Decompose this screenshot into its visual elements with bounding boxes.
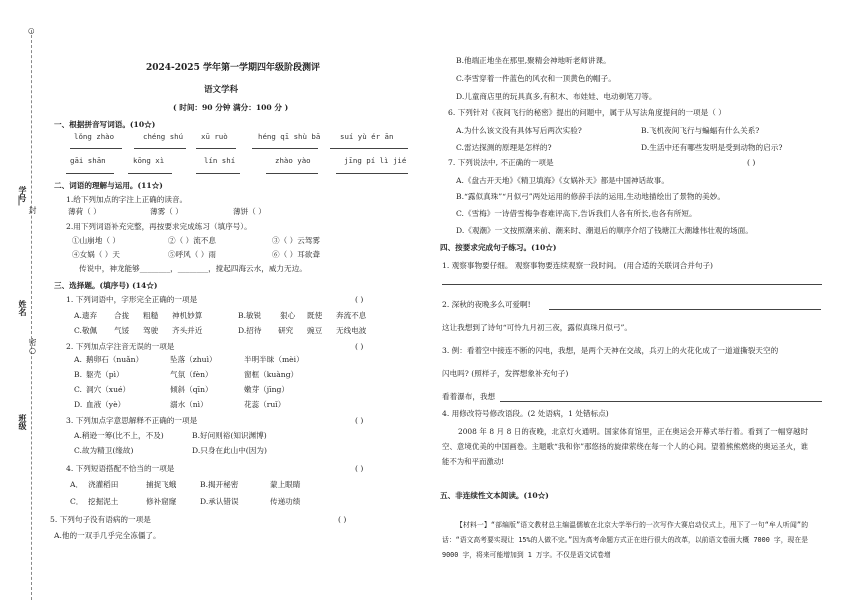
pinyin-9: zhào yào	[275, 156, 311, 165]
s3-q1: 1. 下列词语中，字形完全正确的一项是	[66, 295, 198, 304]
s3-q3-a: A.稍逊一筹(比不上，不及)	[74, 431, 164, 440]
s3-q3-paren: ( )	[355, 416, 364, 425]
s3-q4-paren: ( )	[355, 464, 364, 473]
pinyin-5: suí yù ér ān	[340, 132, 394, 141]
s3-q2-a: A.	[74, 355, 82, 364]
s3-q3: 3. 下列加点字意思解释不正确的一项是	[66, 416, 198, 425]
s3-heading: 三、选择题。(填序号) (14☆)	[54, 281, 158, 290]
r-q5-b: B.他端正地坐在那里,聚精会神地听老师讲课。	[456, 56, 611, 65]
s3-q4-c1: 挖掘泥土	[88, 497, 119, 506]
s3-q4-d2: 传递功绩	[270, 497, 301, 506]
r-q5-c: C.李雪穿着一件蓝色的风衣和一顶黄色的帽子。	[456, 74, 616, 83]
pinyin-8: lín shí	[204, 156, 236, 165]
margin-feng: 封	[28, 206, 37, 214]
s2-word4: ④女娲（ ）天	[72, 250, 120, 259]
s3-q2-c1: 洞穴（xué）	[86, 385, 131, 394]
s3-q1-d3: 豌豆	[307, 326, 323, 335]
s3-q1-c4: 齐头并近	[172, 326, 203, 335]
s2-word6: ⑥（ ）耳欲聋	[272, 250, 320, 259]
pinyin-6: gāi shān	[70, 156, 106, 165]
margin-mi: 密○	[28, 338, 37, 355]
s2-heading: 二、词语的理解与运用。(11☆)	[54, 181, 163, 190]
s3-q4-c: C．	[70, 497, 84, 506]
s4-q2: 2. 深秋的夜晚多么可爱啊!	[442, 300, 531, 309]
pinyin-7: kōng xì	[133, 156, 165, 165]
s3-q2-c: C.	[74, 385, 82, 394]
s4-q3c: 看着瀑布，我想	[442, 392, 496, 401]
s2-q2: 2.用下列词语补充完整，再按要求完成练习（填序号）。	[66, 222, 252, 231]
pinyin-2: chéng shú	[143, 132, 184, 141]
s3-q2-b3: 窗框（kuàng）	[244, 370, 299, 379]
margin-xingming: 姓名	[18, 300, 28, 316]
s3-q2-d3: 花蕊（ruǐ）	[244, 400, 286, 409]
s3-q1-d2: 研究	[278, 326, 294, 335]
s4-q2b: 这让我想到了诗句“可怜九月初三夜，露似真珠月似弓”。	[442, 323, 633, 332]
s3-q4-b1: B.揭开秘密	[200, 480, 239, 489]
margin-banji: 班级	[18, 414, 28, 430]
r-q5-d: D.儿童商店里的玩具真多,有积木、布娃娃、电动剃笔刀等。	[456, 92, 657, 101]
margin-dot: ○	[28, 26, 35, 35]
s2-sentence: 传说中，神龙能够________，________，搅起四海云水，威力无边。	[79, 264, 307, 273]
s3-q2-d2: 溺水（nì）	[170, 400, 208, 409]
s3-q2-a3: 半明半昧（mèi）	[244, 355, 304, 364]
binding-line	[31, 30, 32, 600]
s2-word2: ②（ ）流不息	[168, 236, 216, 245]
s2-word1: ①山崩地（ ）	[72, 236, 120, 245]
s3-q1-d1: D.招待	[238, 326, 262, 335]
r-q6-b: B.飞机夜间飞行与蝙蝠有什么关系?	[641, 126, 760, 135]
pinyin-3: xū ruò	[201, 132, 228, 141]
s3-q2-b1: 躯壳（pì）	[86, 370, 124, 379]
r-q7-b: B.“露似真珠”“月似弓”两处运用的修辞手法的运用,生动地描绘出了景物的美妙。	[456, 192, 725, 201]
s3-q1-c2: 气馁	[114, 326, 130, 335]
s3-q4: 4. 下列短语搭配不恰当的一项是	[66, 464, 175, 473]
r-q6: 6. 下列针对《夜间飞行的秘密》提出的问题中，属于从写法角度提问的一项是（ ）	[448, 108, 726, 117]
s3-q1-paren: ( )	[355, 295, 364, 304]
s3-q1-a2: 合拢	[114, 311, 130, 320]
s4-q4: 4. 用修改符号修改语段。(2 处语病，1 处错标点)	[442, 409, 609, 418]
s2-q1: 1.给下列加点的字注上正确的读音。	[66, 195, 188, 204]
s3-q2-d: D.	[74, 400, 83, 409]
s3-q2: 2. 下列加点字注音无误的一项是	[66, 342, 175, 351]
s3-q1-a4: 神机妙算	[172, 311, 203, 320]
s5-material: 【材料一】“部编版”语文教材总主编温儒敏在北京大学举行的一次写作大赛启动仪式上，甩下了一句“牟人听闻”的话：“语文高考要实现让 15%的人做不完。”因为高考命题方式正在进行很大的改革，以前语文卷面大概 7000 字，现在是 9000 字，将来可能增加到 1 万字。不仅是语文试卷增	[442, 521, 808, 559]
s3-q4-d1: D.承认错误	[200, 497, 239, 506]
s2-word3: ③（ ）云驾雾	[272, 236, 320, 245]
s3-q2-paren: ( )	[355, 342, 364, 351]
r-q6-c: C.雷达探测的原理是怎样的?	[456, 143, 552, 152]
r-q7-paren: ( )	[747, 158, 756, 167]
s5-heading: 五、非连续性文本阅读。(10☆)	[440, 491, 549, 500]
s4-q1: 1. 观察事物要仔细。 观察事物要连续观察一段时间。 (用合适的关联词合并句子)	[442, 261, 714, 270]
s3-q1-c1: C.敬佩	[74, 326, 98, 335]
s3-q2-a2: 坠落（zhuì）	[170, 355, 217, 364]
s4-q3b: 闪电吗? (照样子，发挥想象补充句子)	[442, 369, 569, 378]
s4-q3: 3. 例：看着空中接连不断的闪电，我想，是两个天神在交战，兵刃上的火花化成了一道道撕裂天空的	[442, 346, 779, 355]
s3-q2-c2: 倾斜（qīn）	[170, 385, 213, 394]
r-q6-d: D.生活中还有哪些发明是受到动物的启示?	[641, 143, 783, 152]
s3-q2-a1: 鹅卵石（nuǎn）	[86, 355, 144, 364]
s3-q2-b2: 气氛（fèn）	[170, 370, 213, 379]
r-q7-a: A.《盘古开天地》《精卫填海》《女娲补天》都是中国神话故事。	[456, 176, 669, 185]
s3-q2-d1: 血液（yè）	[86, 400, 126, 409]
pinyin-1: lǒng zhào	[74, 132, 115, 141]
s3-q3-b: B.好问则裕(知识渊博)	[192, 431, 267, 440]
s3-q3-c: C.故为精卫(缘故)	[74, 446, 134, 455]
s3-q5: 5. 下列句子没有语病的一项是	[50, 515, 151, 524]
exam-meta: ( 时间：90 分钟 满分：100 分 )	[173, 103, 289, 112]
page-title: 2024-2025 学年第一学期四年级阶段测评	[146, 63, 320, 73]
s3-q1-a3: 粗糙	[143, 311, 159, 320]
r-q7-c: C.《雪梅》一诗借雪梅争春难评高下,告诉我们人各有所长,也各有所短。	[456, 209, 697, 218]
s2-q1-item3: 薄饼（ ）	[233, 207, 266, 216]
pinyin-10: jīng pí lì jié	[344, 156, 407, 165]
s3-q4-a1: 浇灌稻田	[88, 480, 119, 489]
r-q7-d: D.《观潮》一文按照潮来前、潮来时、潮退后的顺序介绍了钱塘江大潮雄伟壮观的场面。	[456, 226, 753, 235]
subject-title: 语文学科	[204, 85, 239, 95]
s3-q4-a2: 捕捉飞蛾	[146, 480, 177, 489]
s2-q1-item1: 薄荷（ ）	[68, 207, 101, 216]
s3-q2-c3: 嫩芽（jīng）	[244, 385, 289, 394]
s3-q1-c3: 驾驶	[143, 326, 159, 335]
s3-q5-a: A.他的一双手几乎完全冻僵了。	[54, 531, 161, 540]
s3-q3-d: D.只身在此山中(因为)	[192, 446, 267, 455]
s3-q1-b3: 既使	[307, 311, 323, 320]
s3-q5-paren: ( )	[338, 515, 347, 524]
s3-q1-a1: A.遗弃	[74, 311, 98, 320]
pinyin-4: héng qī shù bā	[258, 132, 321, 141]
s3-q4-c2: 修补窟窿	[146, 497, 177, 506]
s4-paragraph: 2008 年 8 月 8 日的夜晚，北京灯火通明。国家体育馆里，正在奥运会开幕式举行着。看到了一幅穿越时空、意境优美的中国画卷。主题歌“我和你”那悠扬的旋律萦绕在每一个人的心间。望着熊熊燃烧的奥运圣火，谁能不为和平而激动!	[442, 427, 808, 466]
s3-q1-d4: 无线电波	[336, 326, 367, 335]
r-q6-a: A.为什么该文没有具体写后两次实验?	[456, 126, 582, 135]
s2-q1-item2: 薄雾（ ）	[150, 207, 183, 216]
s1-heading: 一、根据拼音写词语。(10☆)	[54, 120, 156, 129]
s3-q2-b: B.	[74, 370, 82, 379]
s2-word5: ⑤呼风（ ）雨	[168, 250, 216, 259]
s3-q4-b2: 蒙上眼睛	[270, 480, 301, 489]
s3-q1-b4: 奔流不息	[336, 311, 367, 320]
margin-xuehao: 学号	[18, 186, 28, 202]
s3-q1-b2: 狠心	[280, 311, 296, 320]
s3-q1-b1: B.敏锐	[238, 311, 262, 320]
s4-heading: 四、按要求完成句子练习。(10☆)	[440, 243, 557, 252]
r-q7: 7. 下列说法中, 不正确的一项是	[448, 158, 554, 167]
s3-q4-a: A．	[70, 480, 84, 489]
